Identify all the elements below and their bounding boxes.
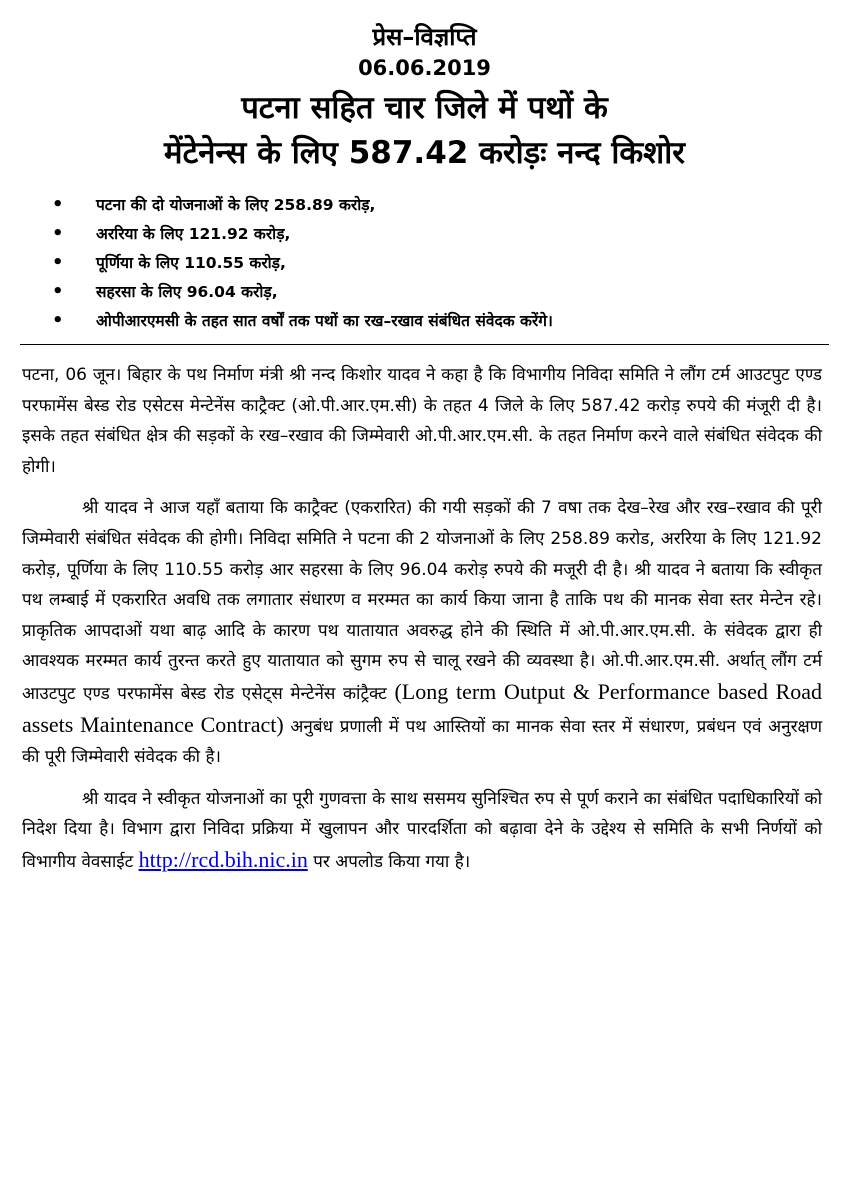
bullet-icon: •: [52, 252, 64, 273]
list-item: [52, 306, 812, 335]
bullet-text: अररिया के लिए 121.92 करोड़,: [96, 225, 291, 243]
article-body: [22, 360, 822, 889]
paragraph-2-text-b: अनुबंध प्रणाली में पथ आस्तियों का मानक सेवा स्तर में संधारण, प्रबंधन एवं अनुरक्षण की पूरी जिम्मेवारी संवेदक की है।: [22, 716, 823, 768]
paragraph-3: [22, 784, 822, 878]
headline-line-2: मेंटेनेन्स के लिए 587.42 करोड़ः नन्द किशोर: [164, 135, 685, 171]
bullet-text: पटना की दो योजनाओं के लिए 258.89 करोड़,: [96, 196, 376, 214]
website-link[interactable]: http://rcd.bih.nic.in: [138, 846, 308, 872]
paragraph-3-text-b: पर अपलोड किया गया है।: [313, 851, 471, 872]
press-release-label: प्रेस–विज्ञप्ति: [372, 23, 477, 51]
release-date: 06.06.2019: [358, 56, 491, 80]
bullet-text: सहरसा के लिए 96.04 करोड़,: [96, 283, 278, 301]
bullet-icon: •: [52, 310, 64, 331]
english-expansion: (Long term Output & Performance based Road assets Maintenance Contract): [22, 678, 823, 737]
bullet-text: ओपीआरएमसी के तहत सात वर्षों तक पथों का रख–रखाव संबंधित संवेदक करेंगे।: [96, 312, 553, 330]
paragraph-3-text-a: श्री यादव ने स्वीकृत योजनाओं का पूरी गुणवत्ता के साथ ससमय सुनिश्चित रुप से पूर्ण कराने का संबंधित पदाधिकारियों को निदेश दिया है। विभाग द्वारा निविदा प्रक्रिया में खुलापन और पारदर्शिता को बढ़ावा देने के उद्देश्य से समिति के सभी निर्णयों को विभागीय वेवसाईट: [22, 788, 822, 872]
list-item: [52, 248, 812, 277]
paragraph-2: [22, 493, 822, 772]
bullet-text: पूर्णिया के लिए 110.55 करोड़,: [96, 254, 286, 272]
list-item: [52, 219, 812, 248]
bullet-icon: •: [52, 223, 64, 244]
list-item: [52, 190, 812, 219]
headline-line-1: पटना सहित चार जिले में पथों के: [241, 90, 608, 126]
bullet-icon: •: [52, 281, 64, 302]
section-divider: [20, 344, 829, 345]
highlights-list: [52, 190, 812, 335]
bullet-icon: •: [52, 194, 64, 215]
list-item: [52, 277, 812, 306]
paragraph-2-text-a: श्री यादव ने आज यहाँ बताया कि काट्रैक्ट (एकरारित) की गयी सड़कों की 7 वषा तक देख–रेख और रख–रखाव की पूरी जिम्मेवारी संबंधित संवेदक की होगी। निविदा समिति ने पटना की 2 योजनाओं के लिए 258.89 करोड, अररिया के लिए 121.92 करोड़, पूर्णिया के लिए 110.55 करोड़ आर सहरसा के लिए 96.04 करोड़ रुपये की मजूरी दी है। श्री यादव ने बताया कि स्वीकृत पथ लम्बाई में एकरारित अवधि तक लगातार संधारण व मरम्मत का कार्य किया जाना है ताकि पथ की मानक सेवा स्तर मेन्टेन रहे। प्राकृतिक आपदाओं यथा बाढ़ आदि के कारण पथ यातायात अवरुद्ध होने की स्थिति में ओ.पी.आर.एम.सी. के संवेदक द्वारा ही आवश्यक मरम्मत कार्य तुरन्त करते हुए यातायात को सुगम रुप से चालू रखने की व्यवस्था है। ओ.पी.आर.एम.सी. अर्थात् लौंग टर्म आउटपुट एण्ड परफामेंस बेस्ड रोड एसेट्स मेन्टेनेंस कांट्रैक्ट: [22, 498, 822, 704]
paragraph-1: पटना, 06 जून। बिहार के पथ निर्माण मंत्री श्री नन्द किशोर यादव ने कहा है कि विभागीय निविदा समिति ने लौंग टर्म आउटपुट एण्ड परफामेंस बेस्ड रोड एसेटस मेन्टेनेंस काट्रैक्ट (ओ.पी.आर.एम.सी) के तहत 4 जिले के लिए 587.42 करोड़ रुपये की मंजूरी दी है। इसके तहत संबंधित क्षेत्र की सड़कों के रख–रखाव की जिम्मेवारी ओ.पी.आर.एम.सी. के तहत निर्माण करने वाले संबंधित संवेदक की होगी।: [22, 365, 822, 477]
